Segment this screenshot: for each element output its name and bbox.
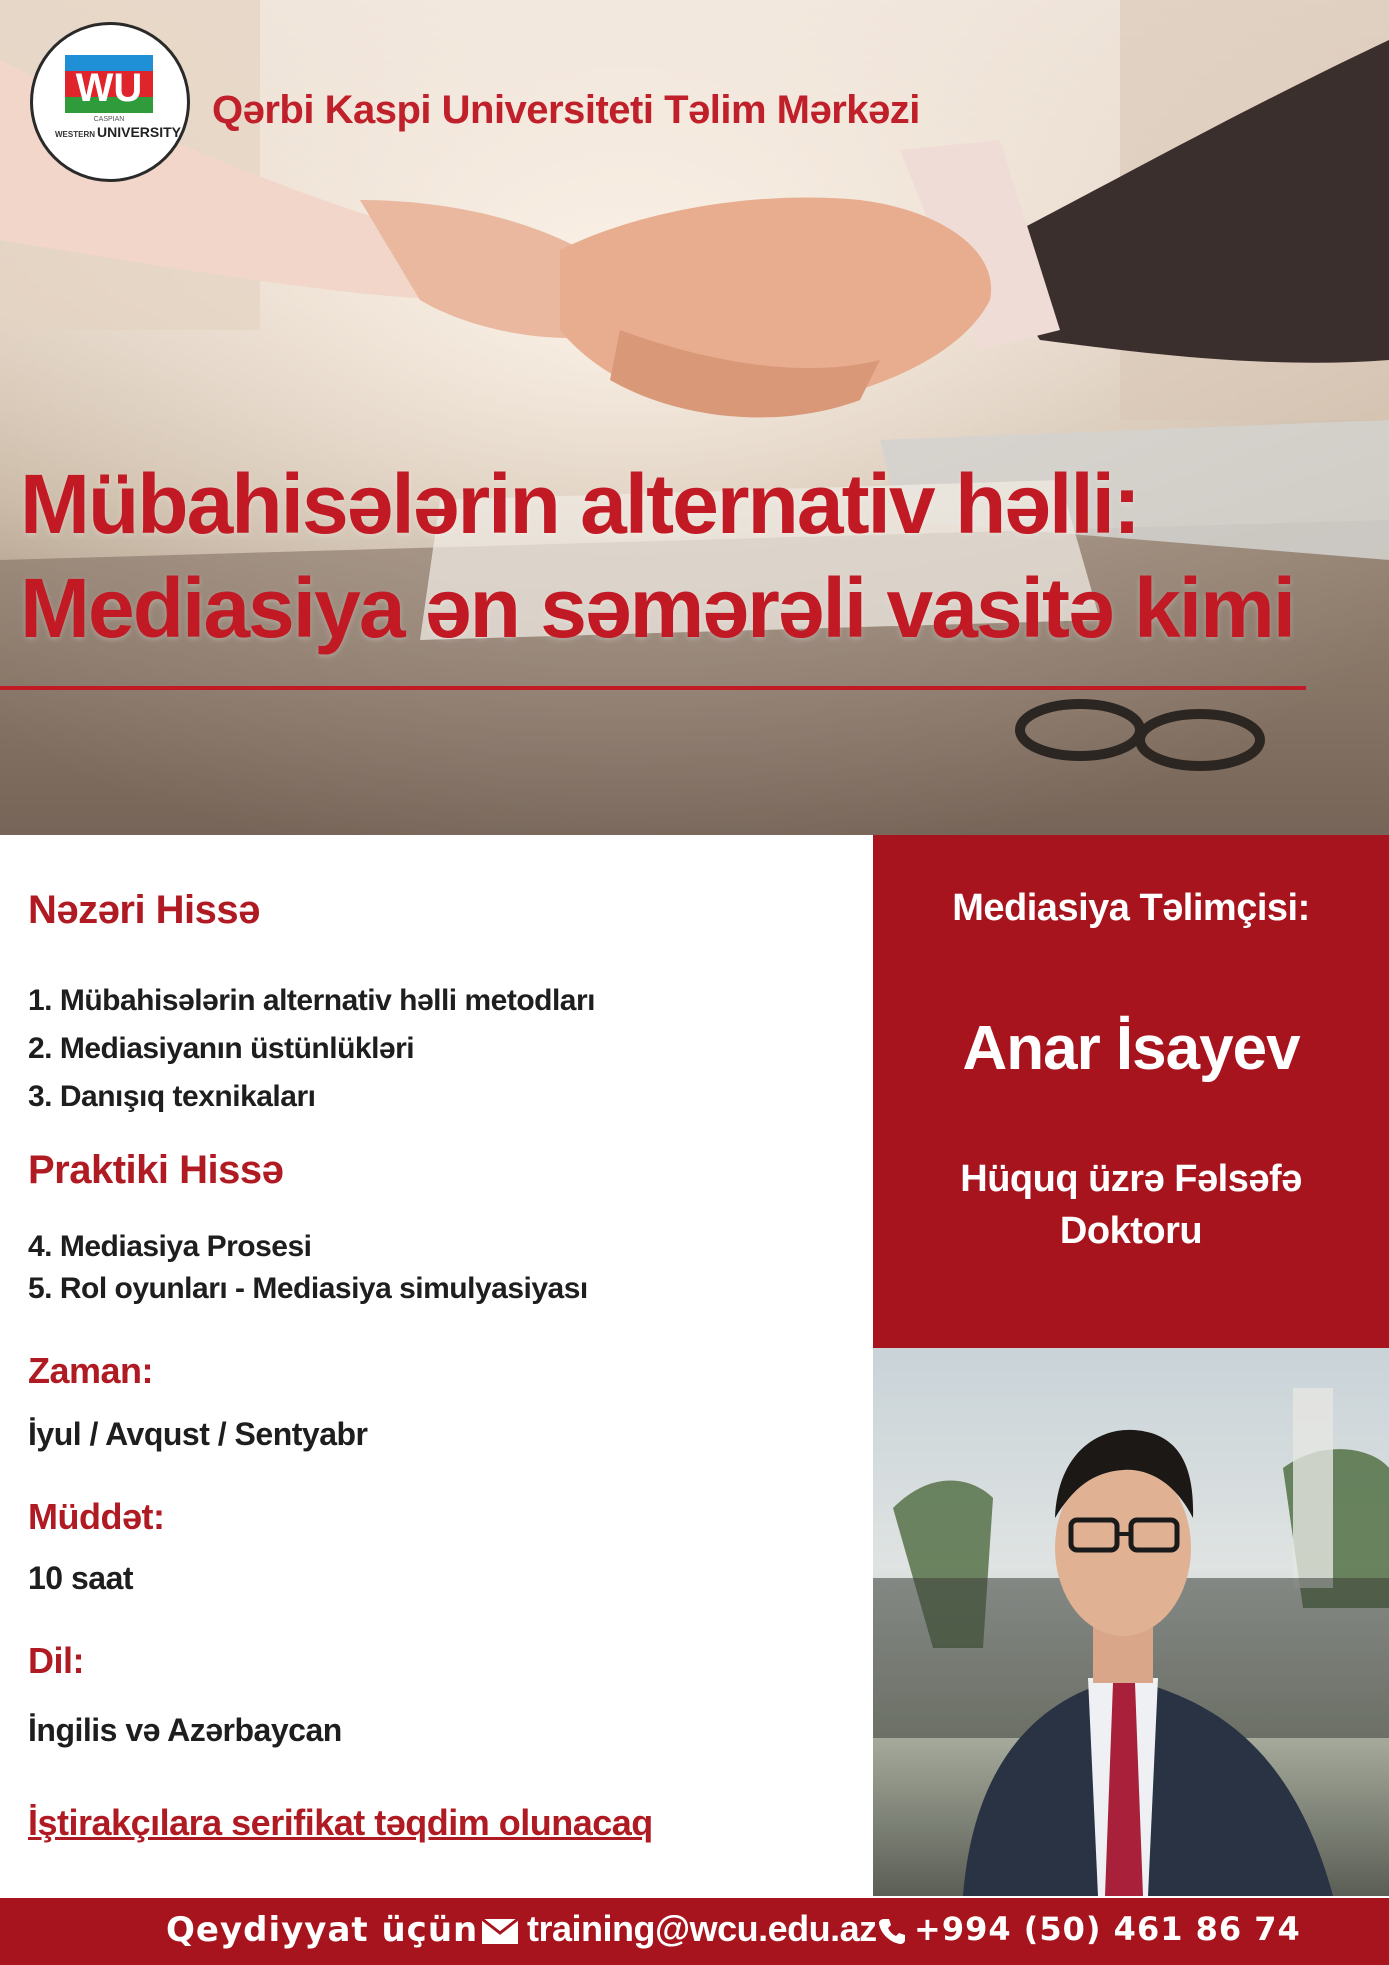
hero-banner: [0, 0, 1389, 835]
trainer-portrait-image: [873, 1348, 1389, 1896]
headline-line-1: Mübahisələrin alternativ həlli:: [20, 457, 1139, 551]
footer-bar: [0, 1898, 1389, 1965]
practice-title: Praktiki Hissə: [28, 1148, 284, 1192]
theory-title: Nəzəri Hissə: [28, 888, 260, 932]
logo-monogram: WU: [75, 66, 143, 110]
wcu-logo-icon: [33, 25, 187, 179]
logo-western: WESTERN: [55, 130, 95, 139]
language-label: Dil:: [28, 1640, 84, 1681]
headline-divider: [0, 686, 1306, 690]
list-item: 2. Mediasiyanın üstünlükləri: [28, 1032, 415, 1065]
logo-university: UNIVERSITY: [97, 124, 182, 140]
org-name: Qərbi Kaspi Universiteti Təlim Mərkəzi: [212, 88, 920, 132]
duration-value: 10 saat: [28, 1560, 134, 1596]
phone-icon: [878, 1917, 906, 1945]
list-item: 1. Mübahisələrin alternativ həlli metodları: [28, 984, 596, 1017]
list-item: 3. Danışıq texnikaları: [28, 1080, 316, 1113]
trainer-degree: [933, 1153, 1329, 1257]
trainer-degree-line-1: Hüquq üzrə Fəlsəfə: [960, 1158, 1302, 1200]
trainer-photo: [873, 1348, 1389, 1896]
phone-number[interactable]: +994 (50) 461 86 74: [914, 1910, 1301, 1948]
email-link[interactable]: training@wcu.edu.az: [527, 1908, 877, 1949]
registration-label: Qeydiyyat üçün: [166, 1910, 479, 1950]
university-logo: [30, 22, 190, 182]
headline-line-2: Mediasiya ən səmərəli vasitə kimi: [20, 561, 1295, 655]
certificate-note: İştirakçılara serifikat təqdim olunacaq: [28, 1802, 653, 1843]
trainer-degree-line-2: Doktoru: [1059, 1210, 1203, 1252]
time-label: Zaman:: [28, 1350, 154, 1391]
trainer-panel: [873, 835, 1389, 1348]
logo-caspian: CASPIAN: [93, 116, 125, 123]
list-item: 5. Rol oyunları - Mediasiya simulyasiyası: [28, 1272, 588, 1305]
duration-label: Müddət:: [28, 1496, 165, 1537]
envelope-icon: [481, 1918, 519, 1945]
list-item: 4. Mediasiya Prosesi: [28, 1230, 312, 1263]
time-value: İyul / Avqust / Sentyabr: [28, 1416, 368, 1452]
trainer-name: Anar İsayev: [962, 1014, 1300, 1083]
language-value: İngilis və Azərbaycan: [28, 1712, 342, 1748]
trainer-role: Mediasiya Təlimçisi:: [952, 887, 1310, 929]
headline: [20, 452, 1295, 660]
